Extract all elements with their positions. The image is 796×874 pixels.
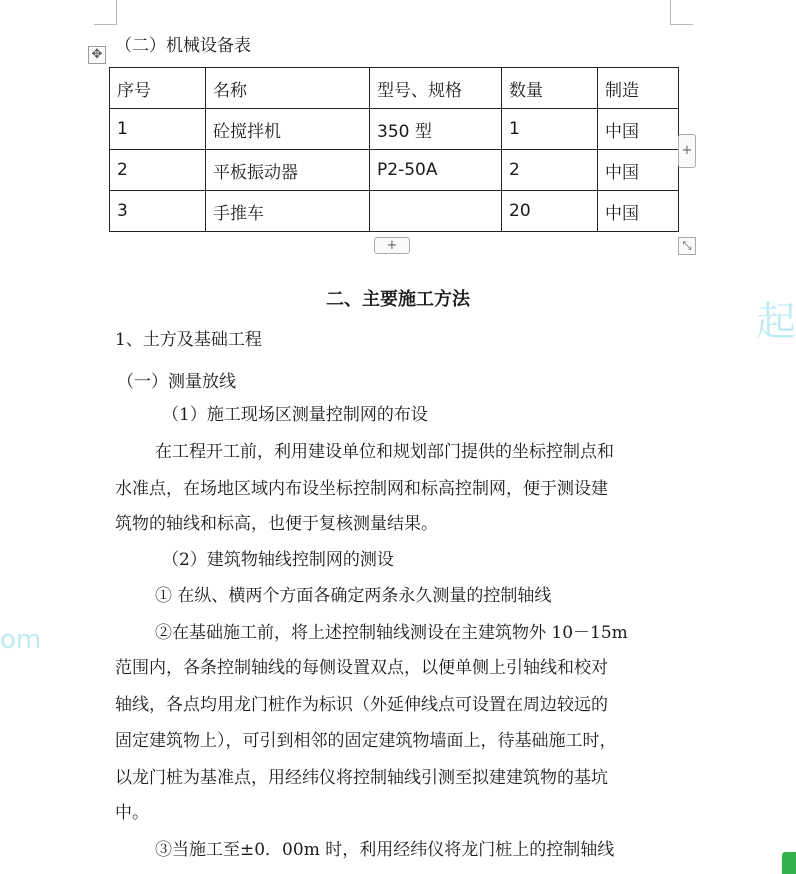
table-row (110, 109, 679, 150)
table-move-handle-icon[interactable]: ✥ (88, 46, 106, 64)
equipment-table (109, 67, 679, 232)
table-resize-handle-icon[interactable]: ⤡ (678, 237, 696, 255)
top-left-margin-mark (94, 0, 117, 25)
watermark-left: om (0, 625, 42, 655)
subsection-heading: 1、土方及基础工程 (115, 330, 262, 350)
header-cell-name[interactable]: 名称 (206, 68, 370, 109)
table-cell[interactable]: 中国 (598, 150, 679, 191)
table-row (110, 191, 679, 232)
table-cell[interactable]: 中国 (598, 109, 679, 150)
table-cell[interactable]: 2 (502, 150, 598, 191)
table-cell[interactable]: 350 型 (370, 109, 502, 150)
header-cell-quantity[interactable]: 数量 (502, 68, 598, 109)
paragraph-line: ③当施工至±0．00m 时，利用经纬仪将龙门桩上的控制轴线 (155, 840, 615, 860)
header-cell-origin[interactable]: 制造 (598, 68, 679, 109)
paragraph-line: 以龙门桩为基准点，用经纬仪将控制轴线引测至拟建建筑物的基坑 (115, 768, 608, 788)
add-row-button[interactable]: + (374, 237, 410, 254)
table-cell[interactable]: 1 (110, 109, 206, 150)
table-cell[interactable]: 1 (502, 109, 598, 150)
table-row (110, 150, 679, 191)
paragraph-line: 固定建筑物上），可引到相邻的固定建筑物墙面上，待基础施工时， (115, 731, 617, 751)
table-cell[interactable]: 手推车 (206, 191, 370, 232)
paragraph-line: 在工程开工前，利用建设单位和规划部门提供的坐标控制点和 (155, 442, 614, 462)
paragraph-line: 筑物的轴线和标高，也便于复核测量结果。 (115, 514, 438, 534)
green-badge-icon (782, 852, 796, 874)
table-cell[interactable]: 中国 (598, 191, 679, 232)
watermark-right: 起 (756, 299, 796, 345)
paragraph-line: ②在基础施工前，将上述控制轴线测设在主建筑物外 10－15m (155, 623, 628, 643)
table-caption: （二）机械设备表 (115, 36, 251, 56)
table-cell[interactable]: 3 (110, 191, 206, 232)
paragraph-line: 水准点，在场地区域内布设坐标控制网和标高控制网，便于测设建 (115, 479, 608, 499)
table-cell[interactable]: 20 (502, 191, 598, 232)
paragraph-line: 范围内，各条控制轴线的每侧设置双点，以便单侧上引轴线和校对 (115, 658, 608, 678)
subsection-heading: （一）测量放线 (117, 372, 236, 392)
paragraph-heading: （1）施工现场区测量控制网的布设 (162, 405, 428, 425)
paragraph-line: 轴线，各点均用龙门桩作为标识（外延伸线点可设置在周边较远的 (115, 695, 608, 715)
table-cell[interactable] (370, 191, 502, 232)
table-cell[interactable]: 砼搅拌机 (206, 109, 370, 150)
table-header-row (110, 68, 679, 109)
header-cell-index[interactable]: 序号 (110, 68, 206, 109)
paragraph-line: ① 在纵、横两个方面各确定两条永久测量的控制轴线 (155, 586, 552, 606)
paragraph-heading: （2）建筑物轴线控制网的测设 (162, 550, 394, 570)
paragraph-line: 中。 (115, 803, 149, 823)
add-column-button[interactable]: + (678, 134, 696, 168)
header-cell-model[interactable]: 型号、规格 (370, 68, 502, 109)
section-title: 二、主要施工方法 (326, 289, 470, 310)
table-cell[interactable]: P2-50A (370, 150, 502, 191)
table-cell[interactable]: 平板振动器 (206, 150, 370, 191)
top-right-margin-mark (670, 0, 693, 25)
table-cell[interactable]: 2 (110, 150, 206, 191)
